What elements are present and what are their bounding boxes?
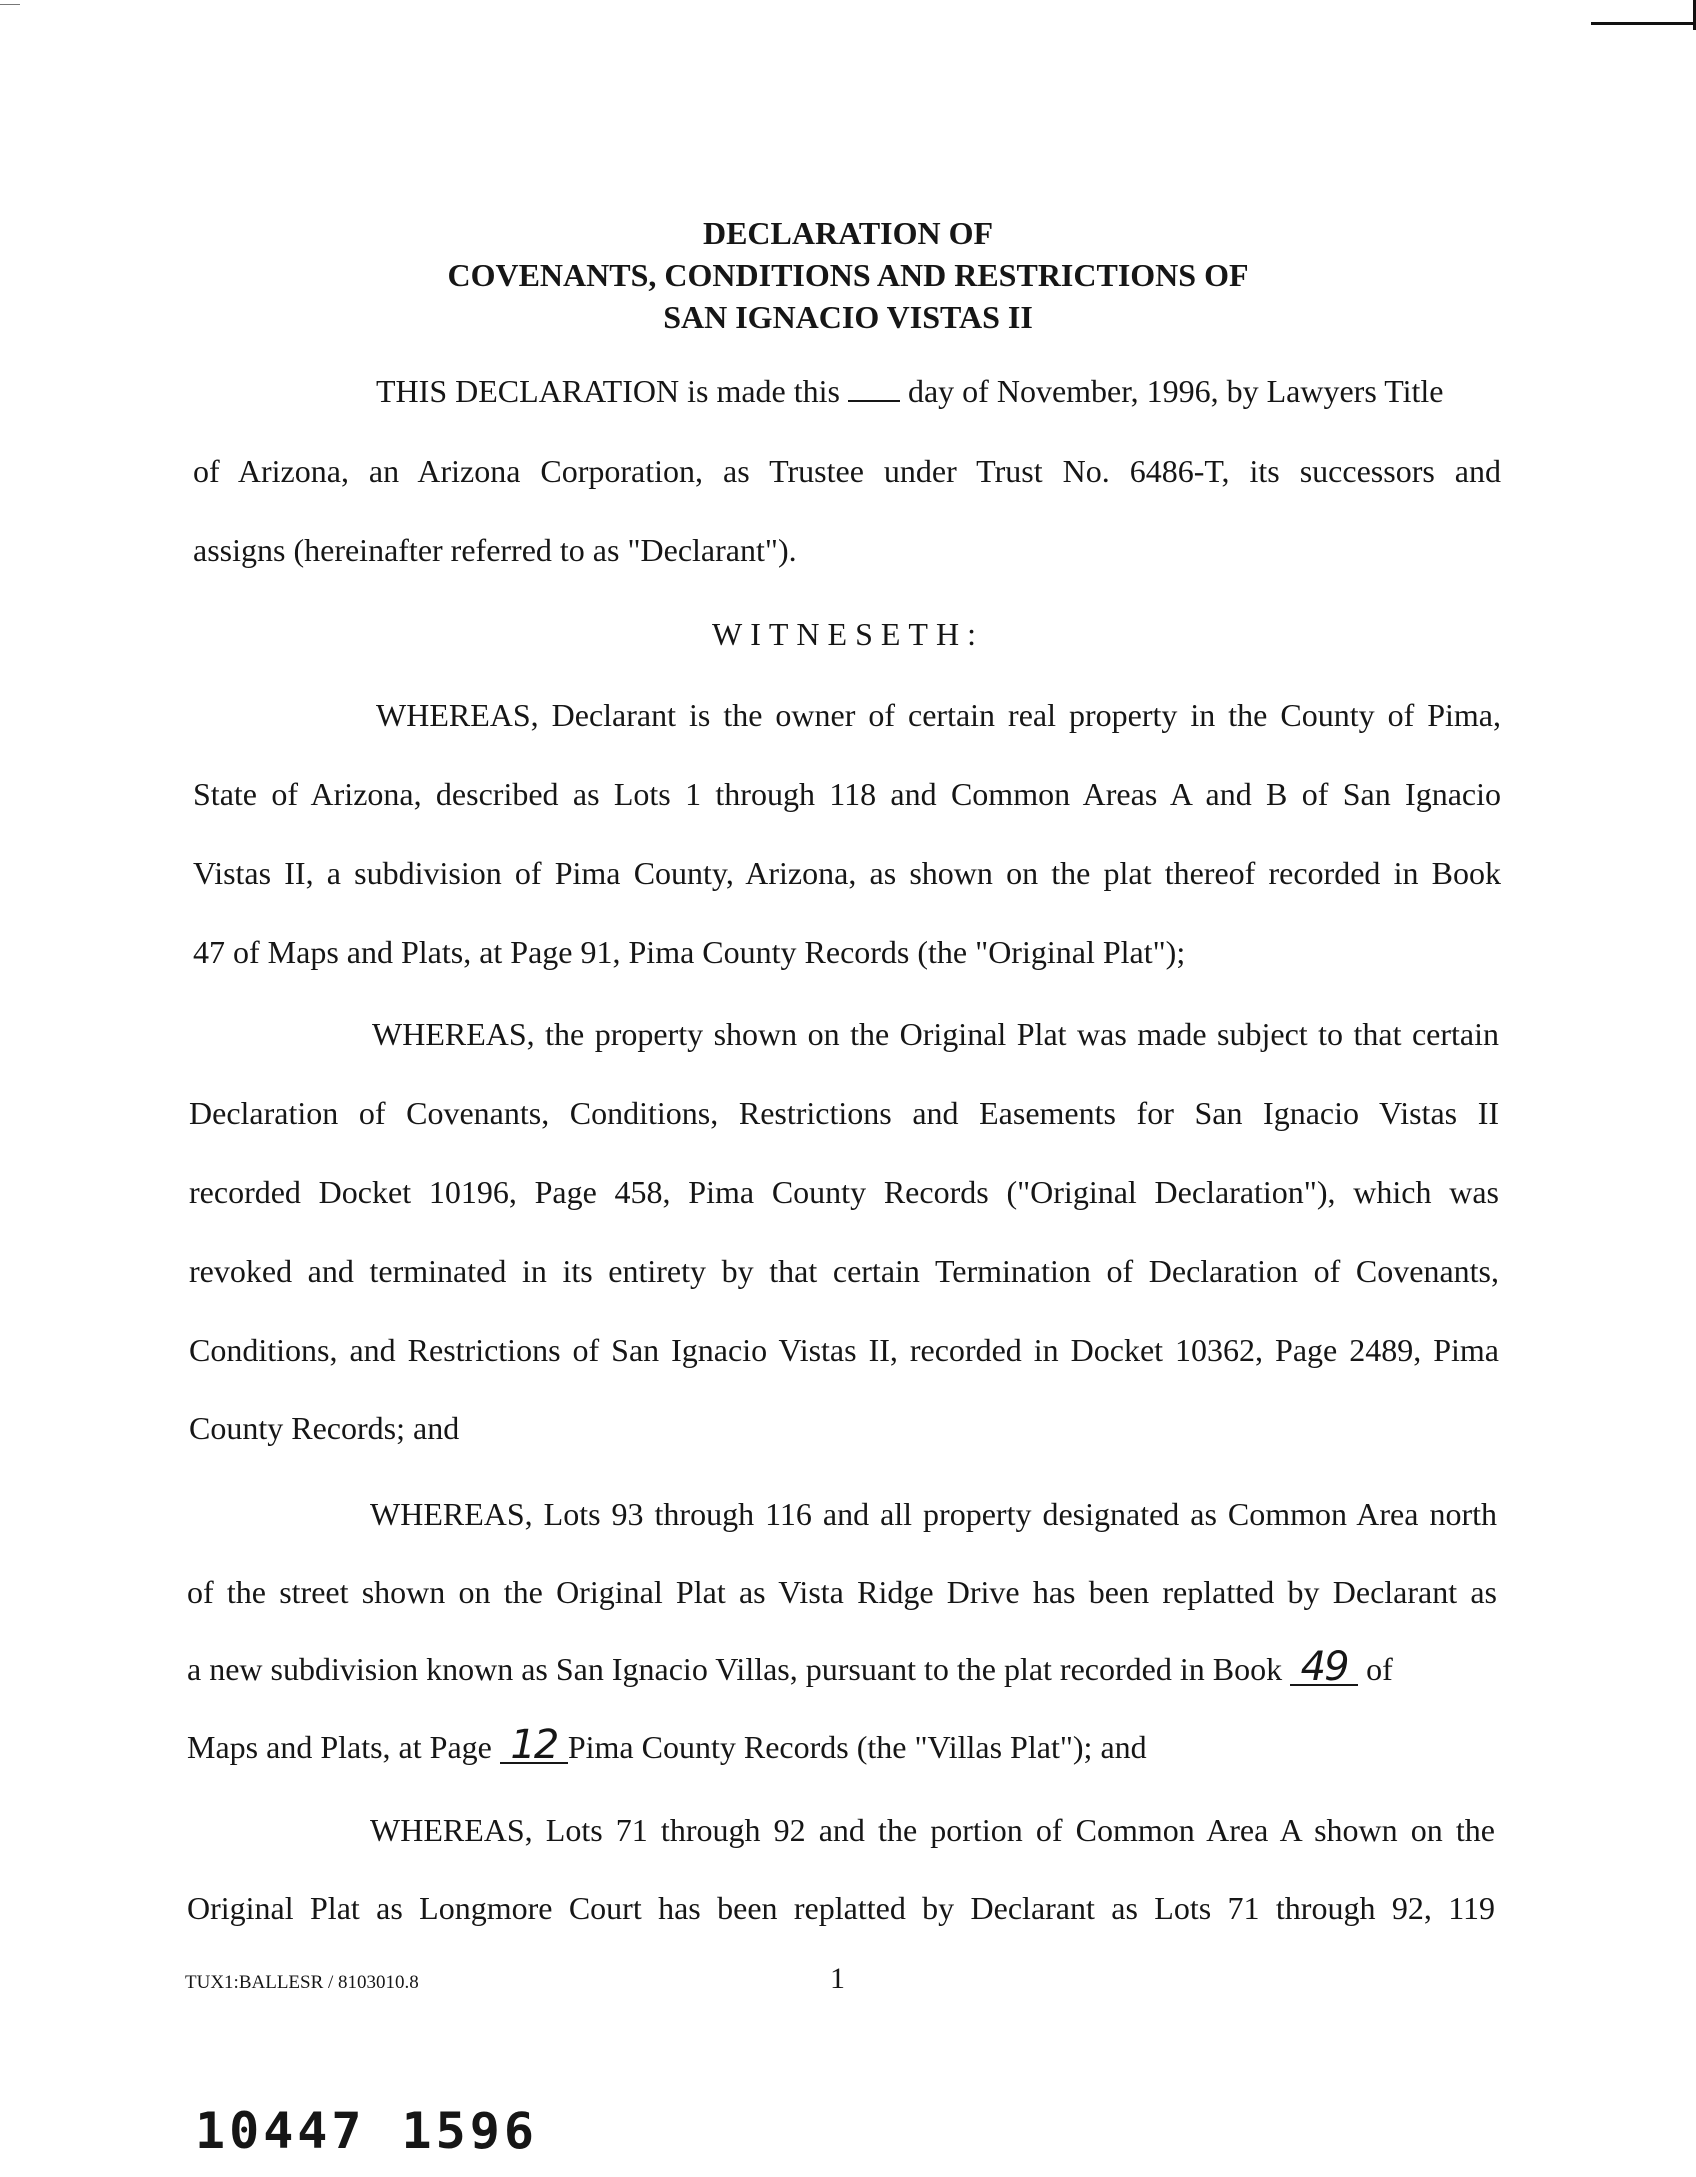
body-line: of the street shown on the Original Plat as Vista Ridge Drive has been replatted by Declarant as	[187, 1574, 1497, 1610]
title-line: COVENANTS, CONDITIONS AND RESTRICTIONS OF	[447, 257, 1249, 293]
scan-edge-mark	[0, 4, 20, 5]
title-line: SAN IGNACIO VISTAS II	[663, 299, 1033, 335]
document-title	[0, 212, 1696, 338]
body-line: 47 of Maps and Plats, at Page 91, Pima County Records (the "Original Plat");	[193, 934, 1186, 970]
handwritten-book-number: 49	[1290, 1650, 1358, 1686]
body-line: County Records; and	[189, 1410, 460, 1446]
handwritten-page-number: 12	[500, 1728, 568, 1764]
body-line: Declaration of Covenants, Conditions, Restrictions and Easements for San Ignacio Vistas II	[189, 1095, 1499, 1131]
body-line: Original Plat as Longmore Court has been replatted by Declarant as Lots 71 through 92, 119	[187, 1890, 1495, 1926]
document-reference: TUX1:BALLESR / 8103010.8	[185, 1972, 419, 1993]
witnesseth-heading: WITNESETH:	[712, 616, 984, 652]
page-number: 1	[830, 1962, 845, 1995]
body-line: Conditions, and Restrictions of San Ignacio Vistas II, recorded in Docket 10362, Page 2489, Pima	[189, 1332, 1499, 1368]
body-text: a new subdivision known as San Ignacio Villas, pursuant to the plat recorded in Book	[187, 1651, 1283, 1687]
body-line	[187, 1644, 1393, 1690]
body-line: WHEREAS, Declarant is the owner of certain real property in the County of Pima,	[376, 697, 1501, 733]
docket-stamp	[195, 2102, 574, 2160]
body-text: Pima County Records (the "Villas Plat"); and	[567, 1729, 1147, 1765]
body-line: WHEREAS, the property shown on the Original Plat was made subject to that certain	[372, 1016, 1499, 1052]
intro-line	[376, 373, 1501, 410]
intro-text: THIS DECLARATION is made this	[376, 373, 840, 409]
body-line: WHEREAS, Lots 93 through 116 and all property designated as Common Area north	[370, 1496, 1497, 1532]
body-line: WHEREAS, Lots 71 through 92 and the portion of Common Area A shown on the	[370, 1812, 1495, 1848]
body-text: Maps and Plats, at Page	[187, 1729, 492, 1765]
scan-edge-mark	[1591, 22, 1696, 25]
body-line	[187, 1722, 1147, 1768]
body-text: of	[1366, 1651, 1393, 1687]
docket-page: 1596	[401, 2102, 538, 2160]
body-line: Vistas II, a subdivision of Pima County, Arizona, as shown on the plat thereof recorded in Book	[193, 855, 1501, 891]
date-blank	[848, 376, 900, 402]
title-line: DECLARATION OF	[702, 215, 994, 251]
intro-line: of Arizona, an Arizona Corporation, as Trustee under Trust No. 6486-T, its successors and	[193, 453, 1501, 489]
intro-text: day of November, 1996, by Lawyers Title	[907, 373, 1444, 409]
docket-number: 10447	[195, 2102, 366, 2160]
body-line: State of Arizona, described as Lots 1 through 118 and Common Areas A and B of San Ignacio	[193, 776, 1501, 812]
intro-line: assigns (hereinafter referred to as "Declarant").	[193, 532, 797, 568]
body-line: recorded Docket 10196, Page 458, Pima County Records ("Original Declaration"), which was	[189, 1174, 1499, 1210]
body-line: revoked and terminated in its entirety by that certain Termination of Declaration of Covenants,	[189, 1253, 1499, 1289]
